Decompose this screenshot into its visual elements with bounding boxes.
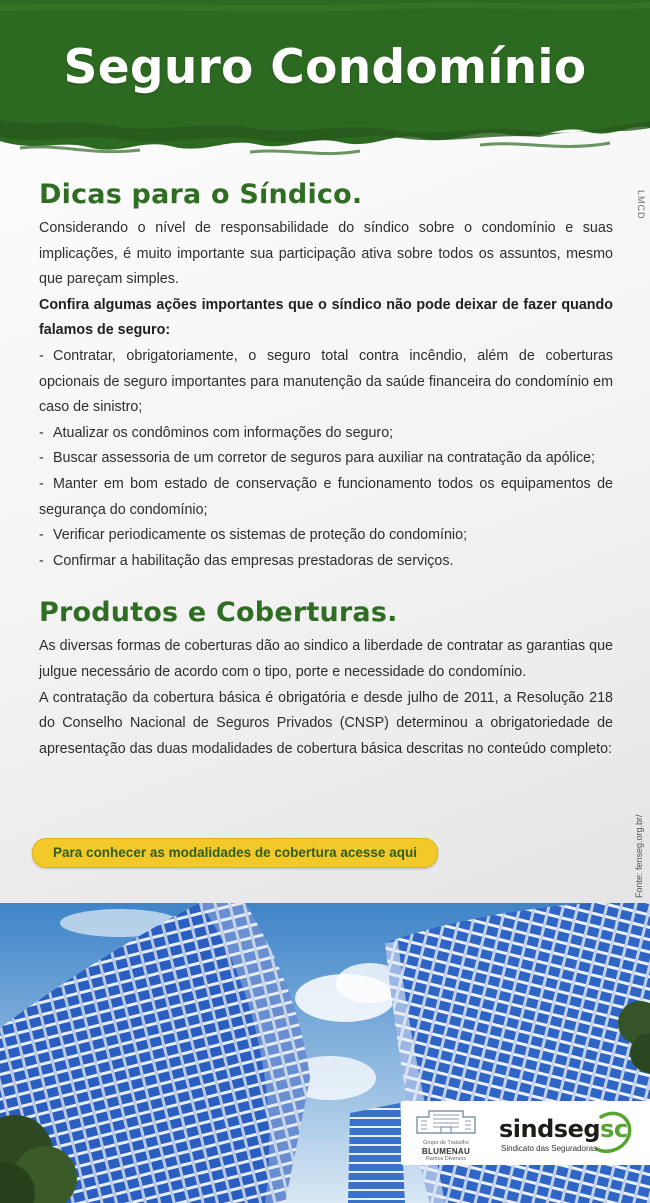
sindseg-subtitle: Sindicato das Seguradoras xyxy=(501,1144,598,1153)
blumenau-line1: Grupo de Trabalho xyxy=(423,1140,469,1146)
sindseg-wordmark-suffix: sc xyxy=(600,1115,628,1143)
list-item-text: Contratar, obrigatoriamente, o seguro total contra incêndio, além de coberturas opcionais de seguro importantes para manutenção da saúde financeira do condomínio em caso de sinistro; xyxy=(39,347,613,416)
building-outline-icon xyxy=(411,1107,481,1135)
list-item xyxy=(39,523,613,549)
blumenau-line2: BLUMENAU xyxy=(421,1147,471,1156)
sindseg-swoosh-icon xyxy=(593,1109,633,1157)
sindseg-logo xyxy=(499,1109,639,1159)
bullet-dash: - xyxy=(39,424,44,441)
bullet-dash: - xyxy=(39,475,44,492)
bullet-dash: - xyxy=(39,552,44,569)
header-banner xyxy=(0,0,650,160)
bullet-dash: - xyxy=(39,527,44,544)
list-item-text: Buscar assessoria de um corretor de seguros para auxiliar na contratação da apólice; xyxy=(53,450,595,467)
list-item xyxy=(39,344,613,421)
main-content xyxy=(39,176,613,762)
list-item-text: Atualizar os condôminos com informações do seguro; xyxy=(53,424,394,441)
intro-paragraph: Considerando o nível de responsabilidade do síndico sobre o condomínio e suas implicações, é muito importante sua participação ativa sobre todos os assuntos, mesmo que pareçam simples. xyxy=(39,220,613,288)
blumenau-line3: Ramos Diversos xyxy=(425,1156,467,1162)
coverage-link-button[interactable]: Para conhecer as modalidades de cobertura acesse aqui xyxy=(32,838,438,868)
list-item-text: Manter em bom estado de conservação e funcionamento todos os equipamentos de segurança do condomínio; xyxy=(39,475,613,518)
list-item xyxy=(39,421,613,447)
side-credit: LMCD xyxy=(636,190,646,220)
blumenau-logo xyxy=(407,1107,485,1161)
coverage-paragraph-2: A contratação da cobertura básica é obrigatória e desde julho de 2011, a Resolução 218 do Conselho Nacional de Seguros Privados (CNSP) determinou a obrigatoriedade de apresentação das duas modalidades de cobertura básica descritas no conteúdo completo: xyxy=(39,689,613,757)
actions-list xyxy=(39,344,613,574)
partner-logos xyxy=(401,1101,650,1165)
list-item xyxy=(39,472,613,523)
actions-subheading: Confira algumas ações importantes que o síndico não pode deixar de fazer quando falamos de seguro: xyxy=(39,296,613,339)
source-note: Fonte: fenseg.org.br/ xyxy=(634,814,644,898)
list-item-text: Verificar periodicamente os sistemas de proteção do condomínio; xyxy=(53,527,468,544)
bullet-dash: - xyxy=(39,347,44,364)
section-heading-dicas: Dicas para o Síndico. xyxy=(39,179,363,210)
sindseg-wordmark-main: sindseg xyxy=(499,1115,601,1143)
list-item xyxy=(39,549,613,575)
bullet-dash: - xyxy=(39,450,44,467)
list-item xyxy=(39,446,613,472)
page-title: Seguro Condomínio xyxy=(63,40,587,95)
coverage-paragraph-1: As diversas formas de coberturas dão ao sindico a liberdade de contratar as garantias que julgue necessário de acordo com o tipo, porte e necessidade do condomínio. xyxy=(39,638,613,680)
list-item-text: Confirmar a habilitação das empresas prestadoras de serviços. xyxy=(53,552,454,569)
section-heading-produtos: Produtos e Coberturas. xyxy=(39,597,398,629)
